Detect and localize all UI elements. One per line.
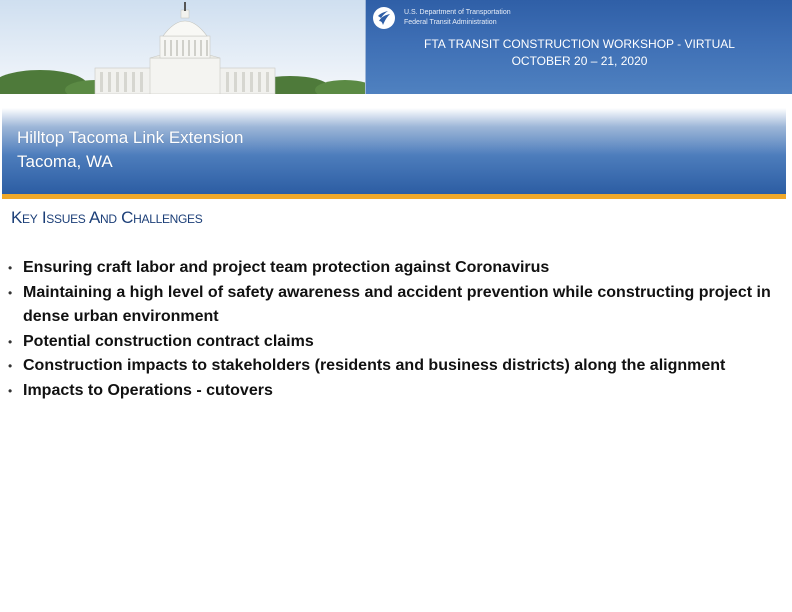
dot-logo-icon: [372, 6, 396, 30]
top-banner: [0, 0, 792, 94]
list-item-text: Impacts to Operations - cutovers: [23, 381, 273, 399]
agency-line-2: Federal Transit Administration: [404, 19, 497, 26]
project-location: Tacoma, WA: [17, 152, 113, 171]
agency-line-1: U.S. Department of Transportation: [404, 9, 511, 16]
list-item-text: Maintaining a high level of safety awareness and accident prevention while constructing project in dense urban environment: [23, 283, 771, 325]
workshop-dates: OCTOBER 20 – 21, 2020: [511, 54, 648, 68]
header-panel: [365, 0, 792, 94]
list-item-text: Potential construction contract claims: [23, 332, 314, 350]
bullet-icon: •: [8, 261, 13, 275]
list-item: [8, 330, 788, 355]
bullet-icon: •: [8, 359, 13, 373]
workshop-title: FTA TRANSIT CONSTRUCTION WORKSHOP - VIRTUAL: [424, 37, 735, 51]
project-title-band: [2, 108, 786, 199]
list-item: [8, 354, 788, 379]
bullet-icon: •: [8, 334, 13, 349]
list-item: [8, 281, 788, 330]
issues-list: [8, 256, 788, 403]
section-heading: Key Issues And Challenges: [11, 208, 203, 227]
bullet-icon: •: [8, 285, 13, 300]
list-item: [8, 256, 788, 281]
agency-name: [404, 8, 511, 28]
workshop-heading: [366, 36, 792, 70]
capitol-building-icon: [0, 0, 365, 94]
bullet-icon: •: [8, 383, 13, 398]
list-item: [8, 379, 788, 404]
list-item-text: Construction impacts to stakeholders (residents and business districts) along the alignment: [23, 357, 726, 374]
list-item-text: Ensuring craft labor and project team protection against Coronavirus: [23, 259, 550, 276]
project-name: Hilltop Tacoma Link Extension: [17, 128, 244, 147]
